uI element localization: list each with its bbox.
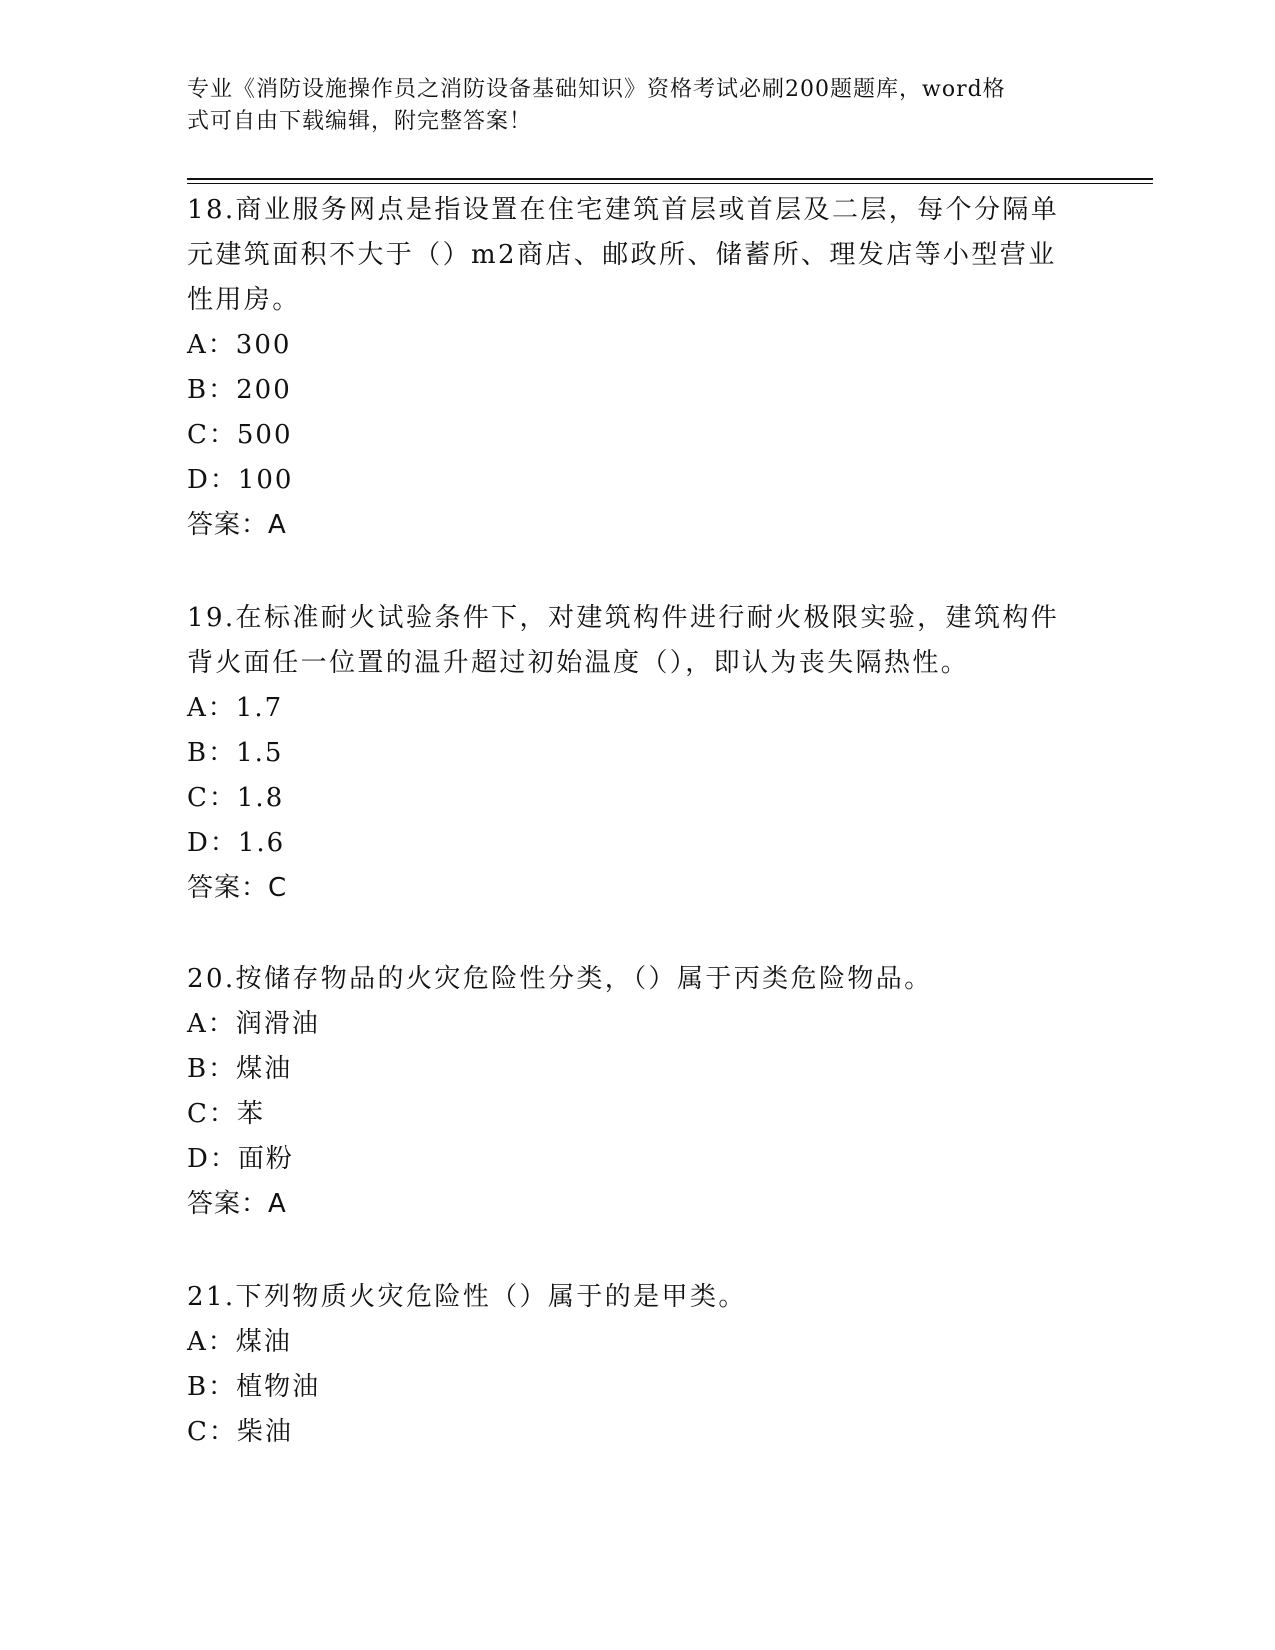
question-19: [187, 596, 1077, 911]
answer: 答案：A: [187, 510, 287, 540]
question-20: [187, 957, 1077, 1227]
option-a: A：300: [187, 330, 292, 360]
question-stem: 19.在标准耐火试验条件下，对建筑构件进行耐火极限实验，建筑构件背火面任一位置的温升超过初始温度（），即认为丧失隔热性。: [187, 603, 1060, 678]
option-a: A：1.7: [187, 693, 284, 723]
header-divider-thick: [187, 178, 1153, 180]
header-divider-thin: [187, 183, 1153, 184]
option-c: C：500: [187, 420, 293, 450]
option-d: D：1.6: [187, 828, 286, 858]
option-a: A：润滑油: [187, 1009, 320, 1039]
question-18: [187, 188, 1077, 548]
header-intro-line-1: 专业《消防设施操作员之消防设备基础知识》资格考试必刷200题题库，word格: [187, 77, 1006, 102]
option-d: D：100: [187, 465, 294, 495]
question-stem: 21.下列物质火灾危险性（）属于的是甲类。: [187, 1282, 747, 1312]
option-c: C：苯: [187, 1099, 265, 1129]
option-d: D：面粉: [187, 1144, 294, 1174]
option-c: C：柴油: [187, 1417, 293, 1447]
question-21: [187, 1275, 1077, 1455]
option-a: A：煤油: [187, 1327, 292, 1357]
question-stem: 18.商业服务网点是指设置在住宅建筑首层或首层及二层，每个分隔单元建筑面积不大于（）m2商店、邮政所、储蓄所、理发店等小型营业性用房。: [187, 195, 1060, 315]
question-stem: 20.按储存物品的火灾危险性分类，（）属于丙类危险物品。: [187, 964, 933, 994]
option-b: B：1.5: [187, 738, 284, 768]
answer: 答案：C: [187, 873, 288, 903]
header-intro-line-2: 式可自由下载编辑，附完整答案！: [187, 109, 533, 134]
option-b: B：200: [187, 375, 292, 405]
option-b: B：植物油: [187, 1372, 321, 1402]
option-c: C：1.8: [187, 783, 285, 813]
document-header: [187, 74, 1067, 138]
option-b: B：煤油: [187, 1054, 293, 1084]
answer: 答案：A: [187, 1189, 287, 1219]
